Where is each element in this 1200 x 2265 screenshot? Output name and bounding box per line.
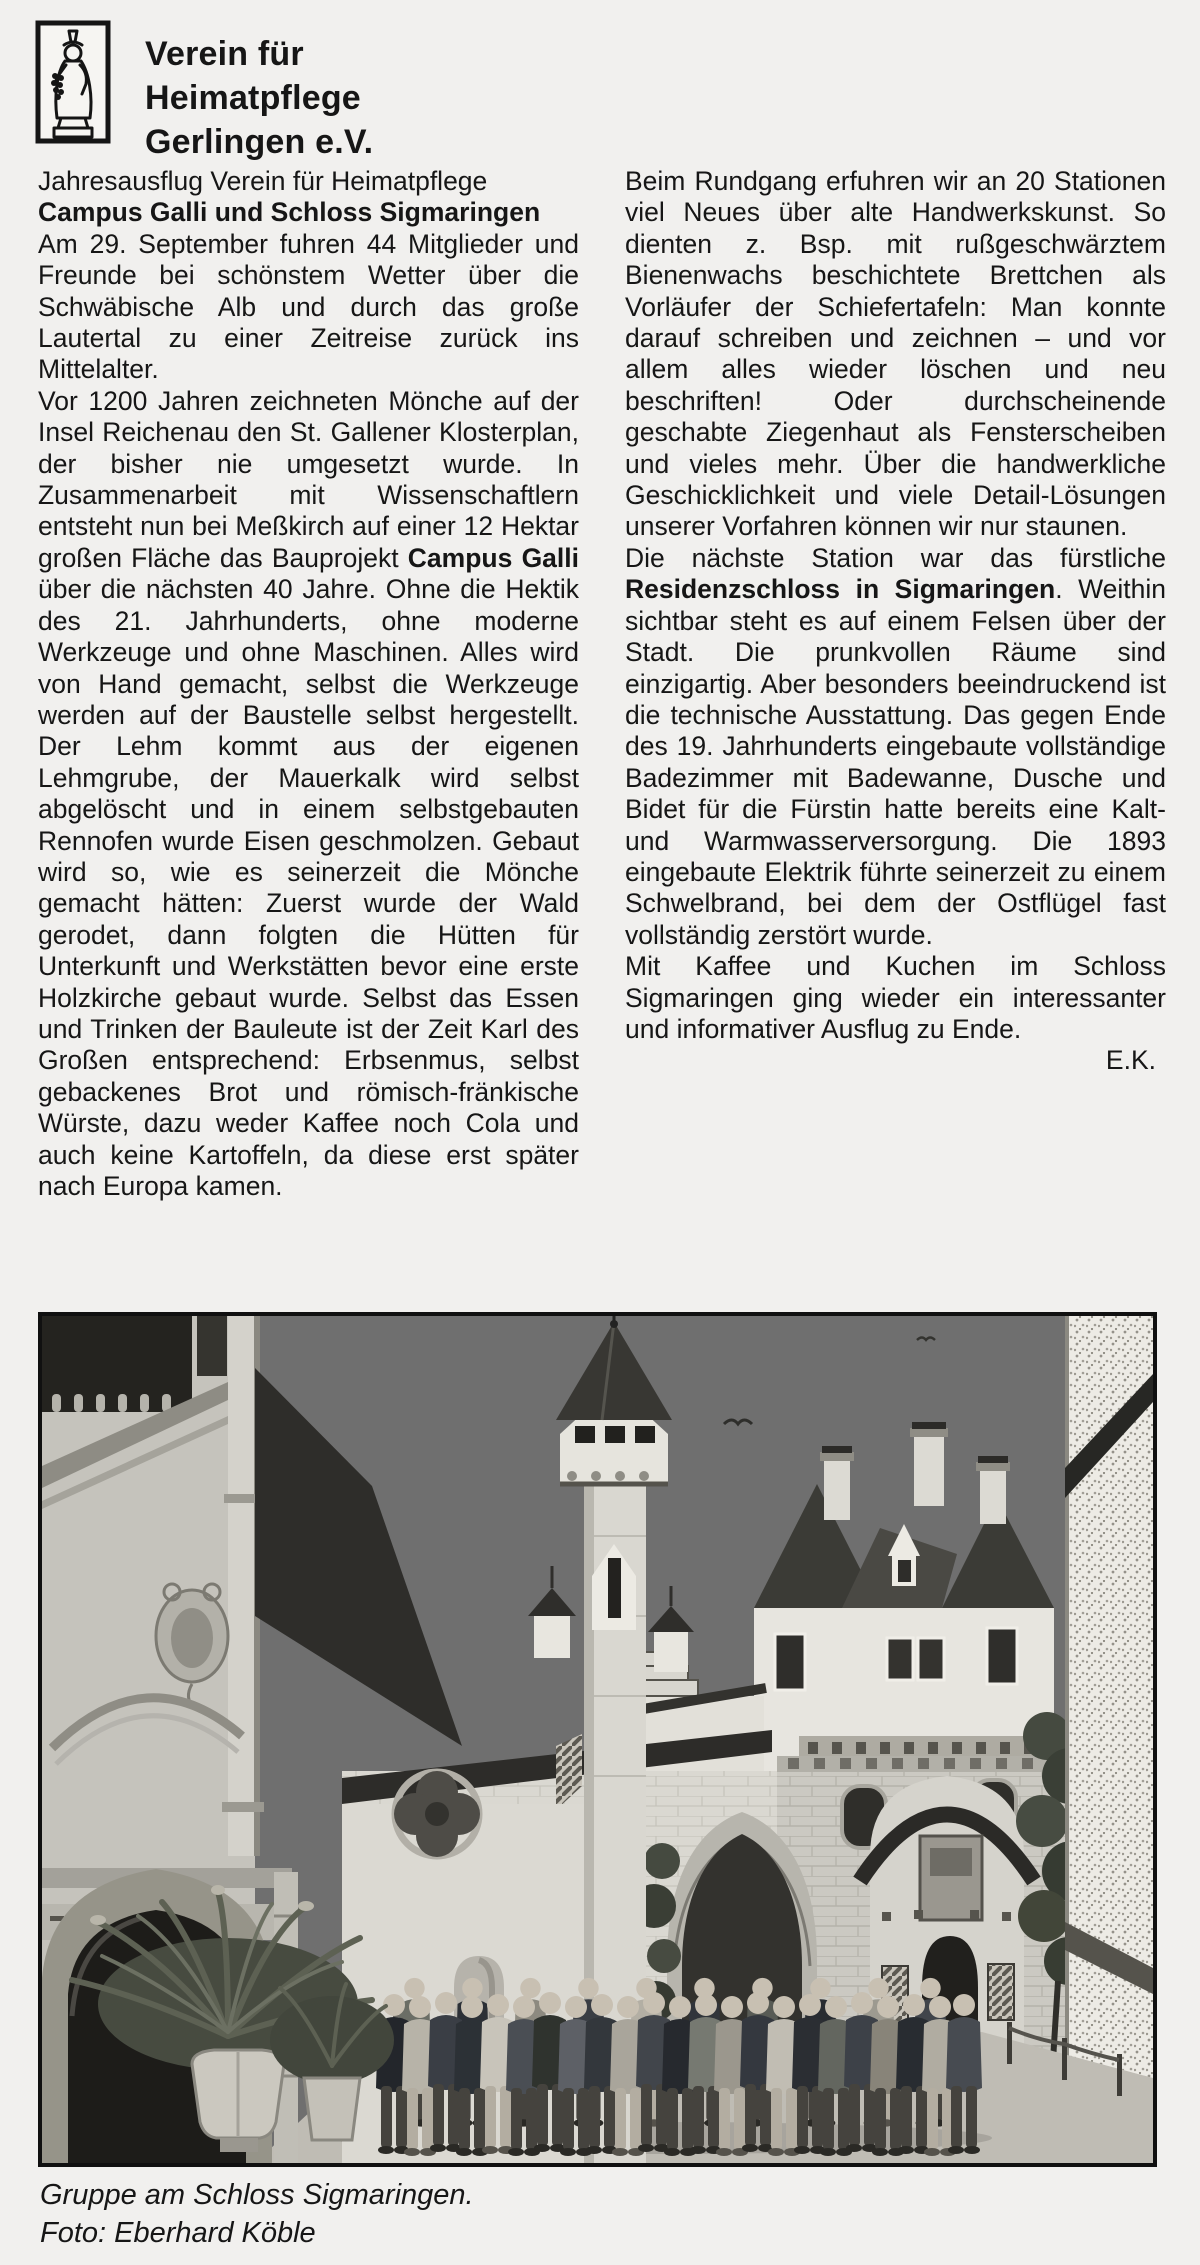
photo-caption-line-1: Gruppe am Schloss Sigmaringen.	[40, 2179, 474, 2211]
photo-sigmaringen-castle	[38, 1312, 1157, 2167]
photo-caption	[40, 2176, 474, 2252]
paragraph	[38, 386, 579, 1203]
article-headline: Campus Galli und Schloss Sigmaringen	[38, 197, 541, 228]
article-column-left	[38, 166, 579, 1202]
paragraph-text: Die nächste Station war das fürstliche	[625, 542, 1166, 573]
article-column-right	[625, 166, 1166, 1202]
paragraph	[625, 543, 1166, 951]
photo-bright-wall	[1065, 1316, 1153, 2163]
article	[38, 166, 1166, 1202]
paragraph-text: Vor 1200 Jahren zeichneten Mönche auf der Insel Reichenau den St. Gallener Klosterplan, der bisher nie umgesetzt wurde. In Zusammenarbeit mit Wissenschaftlern entsteht nun bei Meßkirch auf einer 12 Hektar großen Fläche das Bauprojekt	[38, 385, 579, 573]
paragraph-text: . Weithin sichtbar steht es auf einem Felsen über der Stadt. Die prunkvollen Räume sind einzigartig. Aber besonders beeindruckend ist die technische Ausstattung. Das gegen Ende des 19. Jahrhunderts eingebaute vollständige Badezimmer mit Badewanne, Dusche und Bidet für die Fürstin hatte bereits eine Kalt- und Warmwasserversorgung. Die 1893 eingebaute Elektrik führte seinerzeit zu einem Schwelbrand, bei dem der Ostflügel fast vollständig zerstört wurde.	[625, 574, 1166, 950]
author-initials: E.K.	[1105, 1045, 1156, 1076]
bold-phrase: Campus Galli	[407, 542, 580, 573]
header	[35, 20, 373, 164]
paragraph: Am 29. September fuhren 44 Mitglieder und Freunde bei schönstem Wetter über die Schwäbische Alb und durch das große Lautertal zu einer Zeitreise zurück ins Mittelalter.	[38, 228, 579, 385]
paragraph-text: über die nächsten 40 Jahre. Ohne die Hektik des 21. Jahrhunderts, ohne moderne Werkzeuge und ohne Maschinen. Alles wird von Hand gemacht, selbst die Werkzeuge werden auf der Baustelle selbst hergestellt. Der Lehm kommt aus der eigenen Lehmgrube, der Mauerkalk wird selbst abgelöscht und in einem selbstgebauten Rennofen wurde Eisen geschmolzen. Gebaut wird so, wie es seinerzeit die Mönche gemacht hätten: Zuerst wurde der Wald gerodet, dann folgten die Hütten für Unterkunft und Werkstätten bevor eine erste Holzkirche gebaut wurde. Selbst das Essen und Trinken der Bauleute ist der Zeit Karl des Großen entsprechend: Erbsenmus, selbst gebackenes Brot und römisch-fränkische Würste, dazu weder Kaffee noch Cola und auch keine Kartoffeln, da diese erst später nach Europa kamen.	[38, 574, 579, 1201]
bold-phrase: Residenzschloss in Sigmaringen	[625, 574, 1056, 605]
paragraph: Beim Rundgang erfuhren wir an 20 Stationen viel Neues über alte Handwerkskunst. So dienten z. Bsp. mit rußgeschwärztem Bienenwachs beschichtete Brettchen als Vorläufer der Schiefertafeln: Man konnte darauf schreiben und zeichnen – und vor allem alles wieder löschen und neu beschriften! Oder durchscheinende geschabte Ziegenhaut als Fensterscheiben und vieles mehr. Über die handwerkliche Geschicklichkeit und viele Detail-Lösungen unserer Vorfahren können wir nur staunen.	[625, 166, 1166, 542]
heimatpflege-figure-emblem-icon	[35, 20, 111, 144]
photo-caption-line-2: Foto: Eberhard Köble	[40, 2217, 316, 2249]
masthead-line-3: Gerlingen e.V.	[145, 123, 374, 161]
masthead-line-1: Verein für	[145, 35, 304, 73]
masthead-title	[145, 32, 373, 164]
photo-illustration	[42, 1316, 1153, 2163]
article-kicker: Jahresausflug Verein für Heimatpflege	[38, 166, 488, 196]
paragraph: Mit Kaffee und Kuchen im Schloss Sigmaringen ging wieder ein interessanter und informativer Ausflug zu Ende.	[625, 951, 1166, 1044]
masthead-line-2: Heimatpflege	[145, 79, 361, 117]
